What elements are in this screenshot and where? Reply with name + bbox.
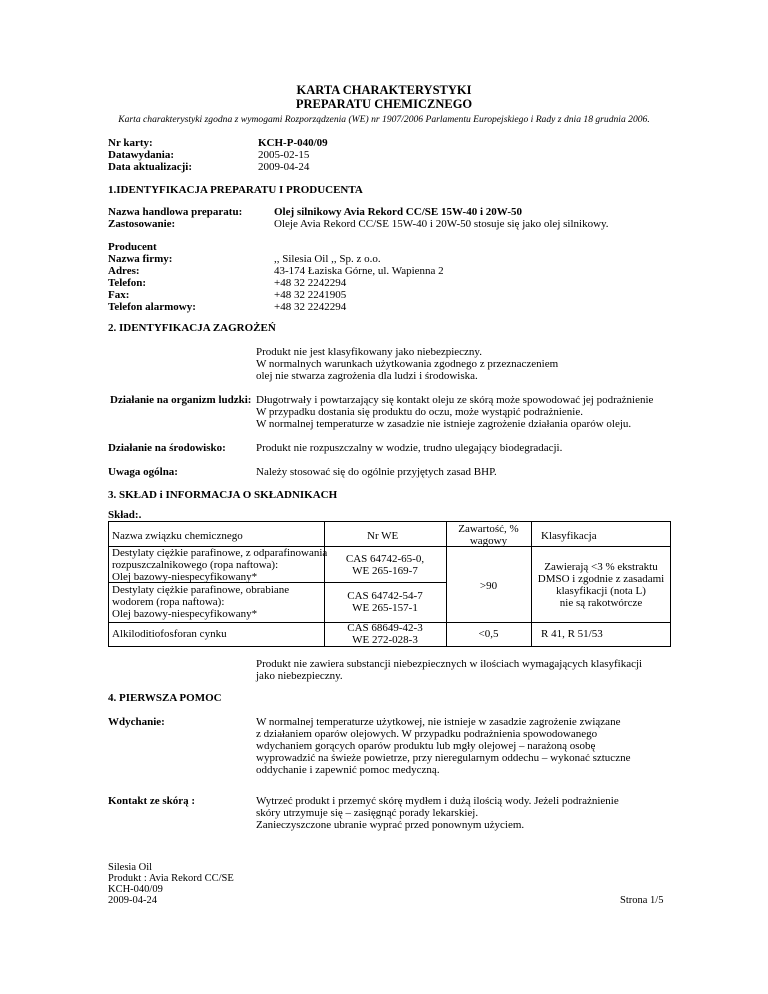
skin-contact-line1: Wytrzeć produkt i przemyć skórę mydłem i dużą ilością wody. Jeżeli podrażnienie: [256, 795, 619, 807]
trade-name-value: Olej silnikowy Avia Rekord CC/SE 15W-40 i 20W-50: [274, 206, 523, 218]
row3-class: R 41, R 51/53: [541, 628, 603, 640]
card-number-label: Nr karty:: [108, 137, 153, 149]
page-number: Strona 1/5: [620, 895, 664, 906]
address-label: Adres:: [108, 265, 140, 277]
fax-label: Fax:: [108, 289, 130, 301]
inhalation-line4: wyprowadzić na świeże powietrze, przy nieregularnym oddechu – wykonać sztuczne: [256, 752, 631, 764]
rows12-class-line1: Zawierają <3 % ekstraktu: [544, 561, 658, 573]
rows12-class-line2: DMSO i zgodnie z zasadami: [537, 573, 665, 585]
row2-we-line2: WE 265-157-1: [352, 602, 418, 614]
fax-value: +48 32 2241905: [274, 289, 347, 301]
document-subtitle: Karta charakterystyki zgodna z wymogami Rozporządzenia (WE) nr 1907/2006 Parlamentu Europejskiego i Rady z dnia 18 grudnia 2006.: [118, 114, 650, 125]
update-date-label: Data aktualizacji:: [108, 161, 193, 173]
col-header-class: Klasyfikacja: [541, 530, 597, 542]
human-effect-label: Działanie na organizm ludzki:: [110, 394, 252, 406]
inhalation-line2: z działaniem oparów olejowych. W przypadku podrażnienia spowodowanego: [256, 728, 598, 740]
skin-contact-label: Kontakt ze skórą :: [108, 795, 196, 807]
composition-label: Skład:.: [108, 509, 142, 521]
company-value: ,, Silesia Oil ,, Sp. z o.o.: [274, 253, 381, 265]
composition-note-line2: jako niebezpieczny.: [256, 670, 343, 682]
hazard-intro-line3: olej nie stwarza zagrożenia dla ludzi i środowiska.: [256, 370, 478, 382]
trade-name-label: Nazwa handlowa preparatu:: [108, 206, 243, 218]
hazard-intro-line2: W normalnych warunkach użytkowania zgodnego z przeznaczeniem: [256, 358, 559, 370]
row3-we-line2: WE 272-028-3: [352, 634, 418, 646]
row1-name-line2: rozpuszczalnikowego (ropa naftowa):: [112, 559, 279, 571]
inhalation-line5: oddychanie i zapewnić pomoc medyczną.: [256, 764, 440, 776]
use-label: Zastosowanie:: [108, 218, 176, 230]
human-effect-line2: W przypadku dostania się produktu do oczu, może wystąpić podrażnienie.: [256, 406, 583, 418]
footer-line4: 2009-04-24: [108, 895, 157, 906]
section-2-heading: 2. IDENTYFIKACJA ZAGROŻEŃ: [108, 322, 276, 334]
col-header-name: Nazwa związku chemicznego: [112, 530, 243, 542]
row2-name-line1: Destylaty ciężkie parafinowe, obrabiane: [112, 584, 290, 596]
row2-name-line3: Olej bazowy-niespecyfikowany*: [112, 608, 258, 620]
row2-name-line2: wodorem (ropa naftowa):: [112, 596, 225, 608]
footer-line2: Produkt : Avia Rekord CC/SE: [108, 873, 234, 884]
alarm-phone-value: +48 32 2242294: [274, 301, 347, 313]
row3-content: <0,5: [478, 628, 499, 640]
row1-name-line1: Destylaty ciężkie parafinowe, z odparafinowania: [112, 547, 328, 559]
human-effect-line3: W normalnej temperaturze w zasadzie nie istnieje zagrożenie działania oparów oleju.: [256, 418, 632, 430]
use-value: Oleje Avia Rekord CC/SE 15W-40 i 20W-50 stosuje się jako olej silnikowy.: [274, 218, 609, 230]
col-header-content-line1: Zawartość, %: [458, 523, 519, 535]
env-effect-label: Działanie na środowisko:: [108, 442, 226, 454]
section-1-heading: 1.IDENTYFIKACJA PREPARATU I PRODUCENTA: [108, 184, 363, 196]
alarm-phone-label: Telefon alarmowy:: [108, 301, 196, 313]
hazard-intro-line1: Produkt nie jest klasyfikowany jako niebezpieczny.: [256, 346, 482, 358]
card-number-value: KCH-P-040/09: [258, 137, 328, 149]
issue-date-label: Datawydania:: [108, 149, 175, 161]
address-value: 43-174 Łaziska Górne, ul. Wapienna 2: [274, 265, 444, 277]
row3-we-line1: CAS 68649-42-3: [347, 622, 423, 634]
inhalation-line3: wdychaniem gorących oparów produktu lub mgły olejowej – narażoną osobę: [256, 740, 596, 752]
section-3-heading: 3. SKŁAD i INFORMACJA O SKŁADNIKACH: [108, 489, 338, 501]
footer-line3: KCH-040/09: [108, 884, 163, 895]
skin-contact-line3: Zanieczyszczone ubranie wyprać przed ponownym użyciem.: [256, 819, 525, 831]
footer-line1: Silesia Oil: [108, 862, 153, 873]
update-date-value: 2009-04-24: [258, 161, 310, 173]
col-header-content-line2: wagowy: [469, 535, 508, 547]
section-4-heading: 4. PIERWSZA POMOC: [108, 692, 222, 704]
inhalation-line1: W normalnej temperaturze użytkowej, nie istnieje w zasadzie zagrożenie związane: [256, 716, 621, 728]
issue-date-value: 2005-02-15: [258, 149, 310, 161]
general-note-value: Należy stosować się do ogólnie przyjętych zasad BHP.: [256, 466, 497, 478]
document-title-line2: PREPARATU CHEMICZNEGO: [295, 97, 473, 111]
general-note-label: Uwaga ogólna:: [108, 466, 178, 478]
row1-we-line2: WE 265-169-7: [352, 565, 418, 577]
env-effect-value: Produkt nie rozpuszczalny w wodzie, trudno ulegający biodegradacji.: [256, 442, 563, 454]
producer-label: Producent: [108, 241, 157, 253]
human-effect-line1: Długotrwały i powtarzający się kontakt oleju ze skórą może spowodować jej podrażnienie: [256, 394, 654, 406]
rows12-class-line4: nie są rakotwórcze: [559, 597, 643, 609]
phone-label: Telefon:: [108, 277, 147, 289]
row2-we-line1: CAS 64742-54-7: [347, 590, 423, 602]
row3-name: Alkiloditiofosforan cynku: [112, 628, 227, 640]
phone-value: +48 32 2242294: [274, 277, 347, 289]
company-label: Nazwa firmy:: [108, 253, 173, 265]
row1-we-line1: CAS 64742-65-0,: [345, 553, 425, 565]
composition-note-line1: Produkt nie zawiera substancji niebezpiecznych w ilościach wymagających klasyfikacji: [256, 658, 643, 670]
document-title-line1: KARTA CHARAKTERYSTYKI: [296, 83, 472, 97]
skin-contact-line2: skóry utrzymuje się – zasięgnąć porady lekarskiej.: [256, 807, 479, 819]
rows12-content: >90: [479, 580, 498, 592]
col-header-we: Nr WE: [367, 530, 399, 542]
inhalation-label: Wdychanie:: [108, 716, 165, 728]
row1-name-line3: Olej bazowy-niespecyfikowany*: [112, 571, 258, 583]
rows12-class-line3: klasyfikacji (nota L): [556, 585, 646, 597]
